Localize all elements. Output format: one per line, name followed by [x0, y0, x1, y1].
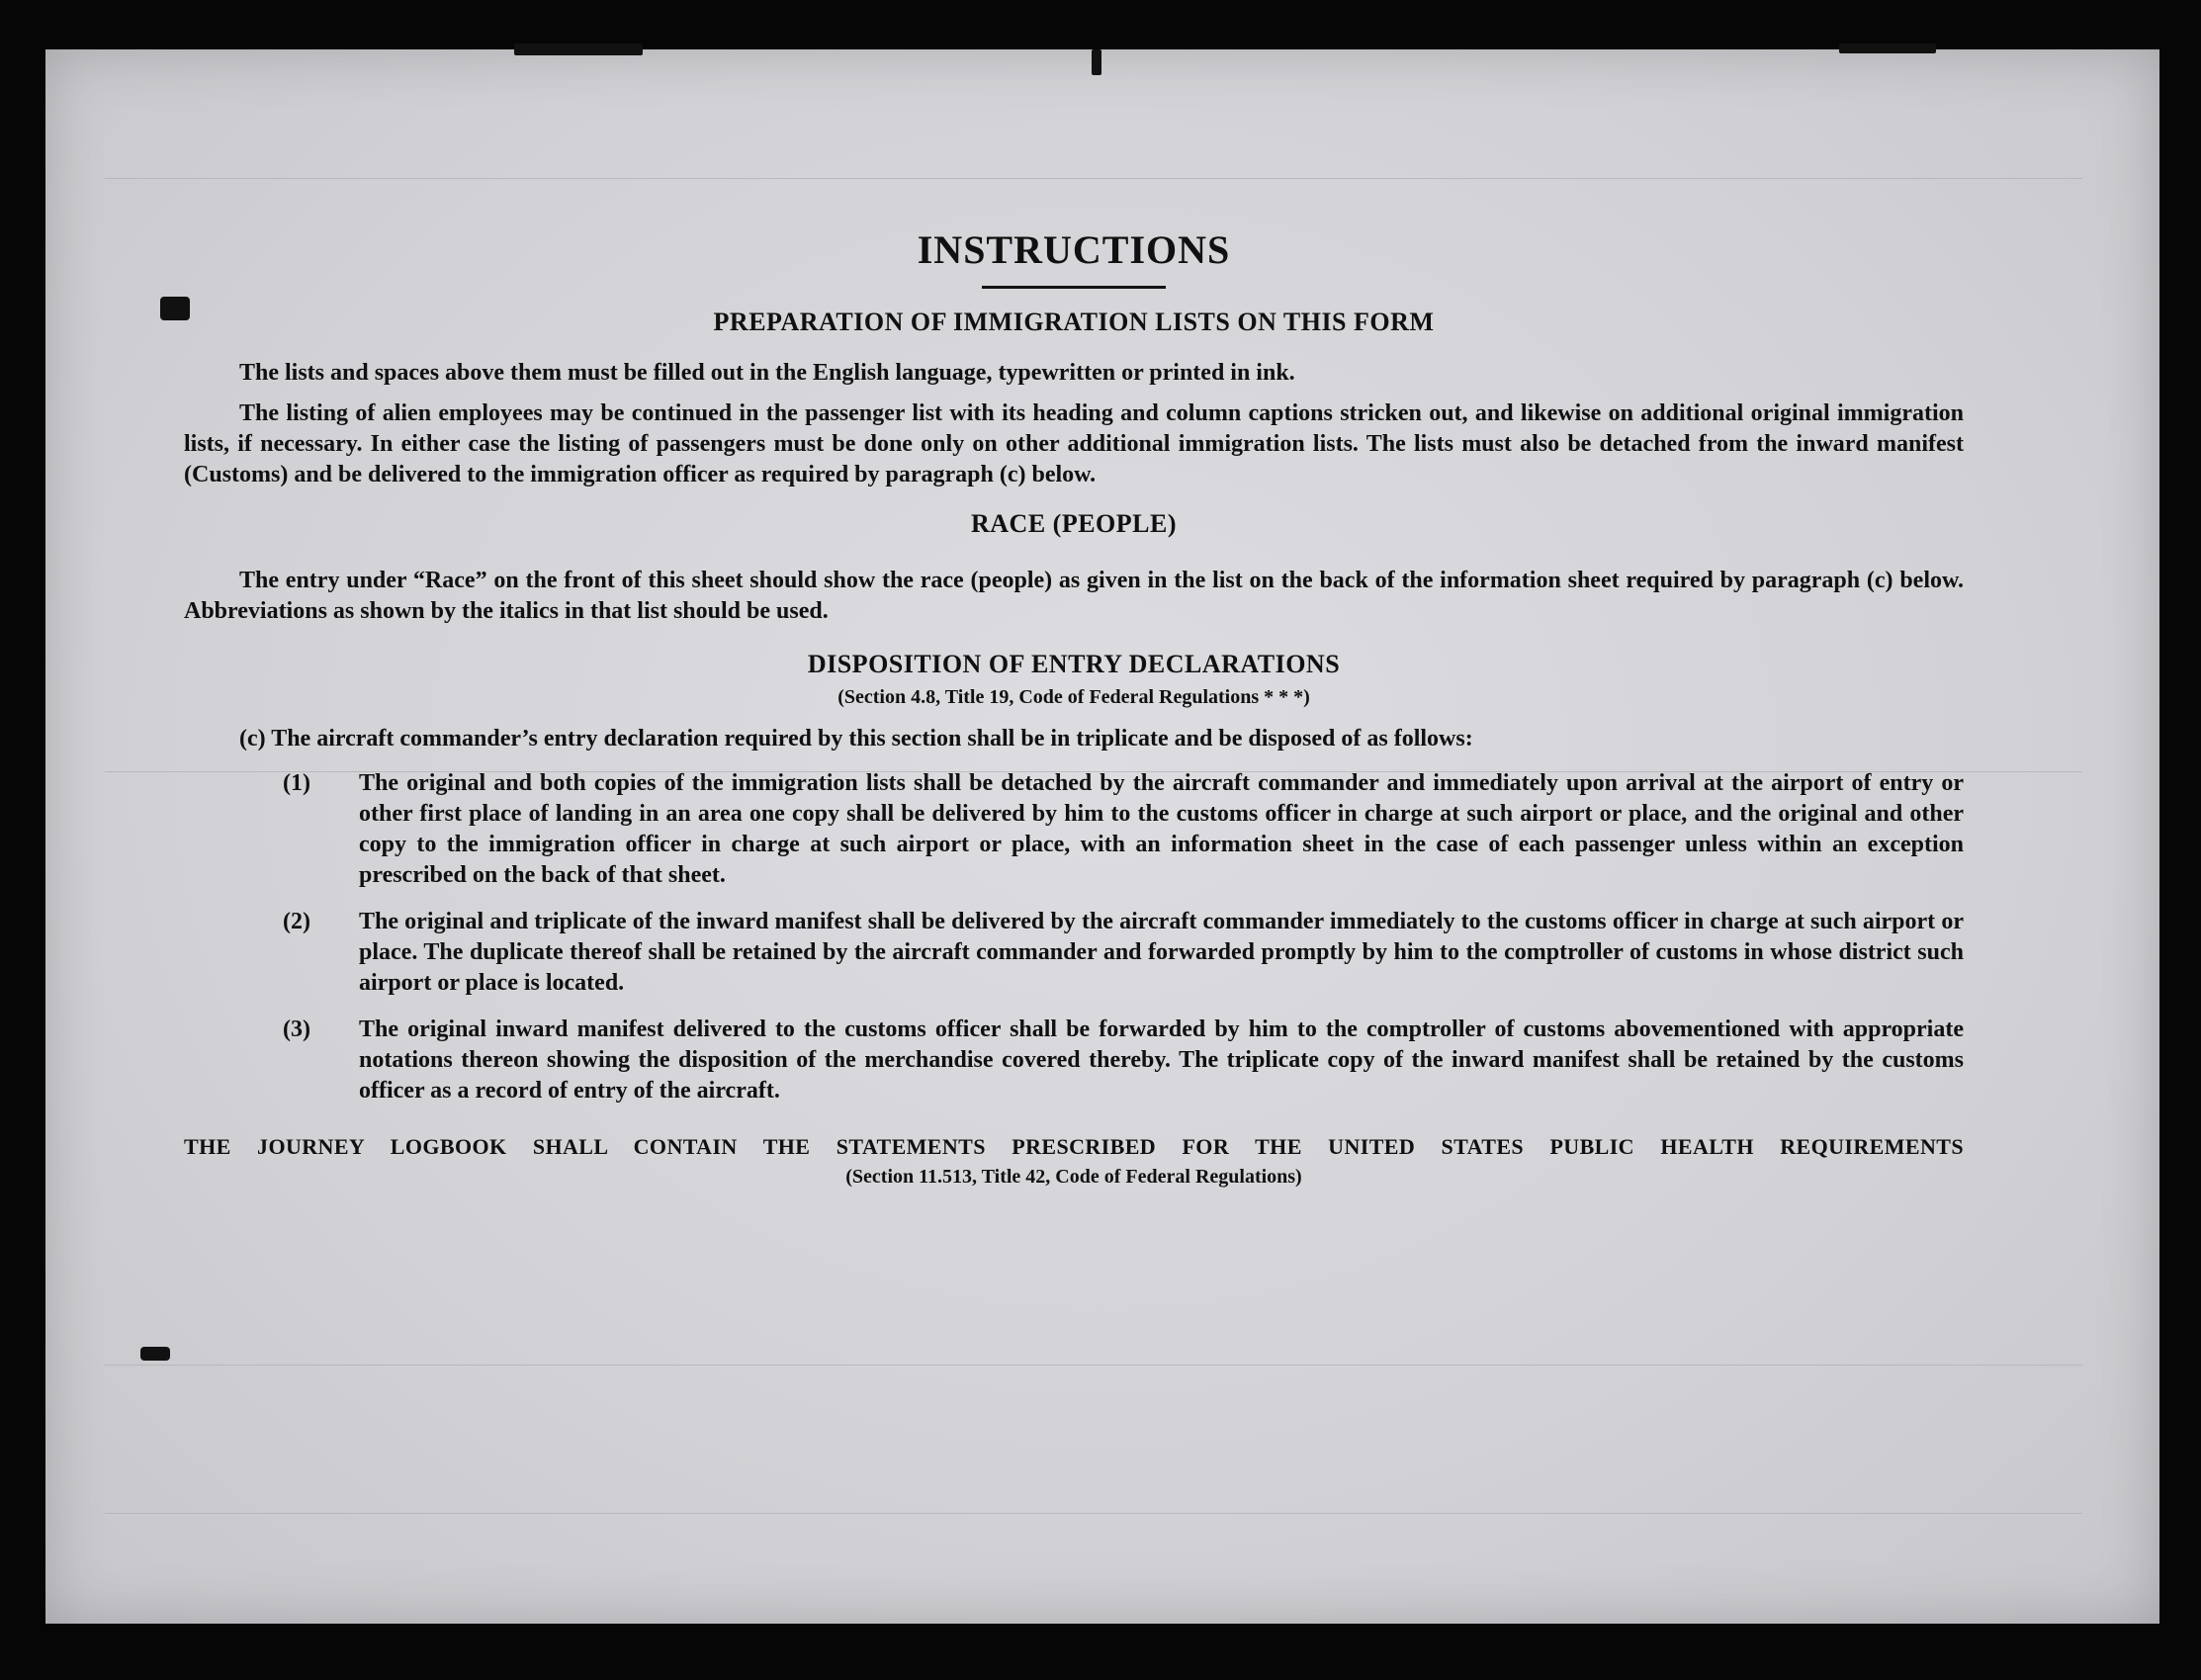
torn-edge-mark [1092, 49, 1101, 75]
item-text: The original inward manifest delivered to the customs officer shall be forwarded by him to the comptroller of customs abovementioned with appropriate notations thereon showing the disposition of the merchandise covered thereby. The triplicate copy of the inward manifest shall be retained by the customs officer as a record of entry of the aircraft. [359, 1017, 1964, 1104]
item-number: (2) [283, 909, 310, 934]
bleed-through-rule [105, 178, 2082, 179]
item-text: The original and both copies of the immigration lists shall be detached by the aircraft commander and immediately upon arrival at the airport of entry or other first place of landing in an area one copy shall be delivered by him to the customs officer in charge at such airport or place, and the original and other copy to the immigration officer in charge at such airport or place, with an information sheet in the case of each passenger unless within an exception prescribed on the back of that sheet. [359, 770, 1964, 888]
race-heading: RACE (PEOPLE) [971, 509, 1177, 538]
disposition-citation: (Section 4.8, Title 19, Code of Federal Regulations * * *) [837, 686, 1310, 708]
item-text: The original and triplicate of the inward manifest shall be delivered by the aircraft commander immediately to the customs officer in charge at such airport or place. The duplicate thereof shall be retained by the aircraft commander and forwarded promptly by him to the comptroller of customs in whose district such airport or place is located. [359, 909, 1964, 996]
page-title: INSTRUCTIONS [917, 227, 1231, 272]
disposition-item-2 [184, 907, 1964, 999]
logbook-statement: THE JOURNEY LOGBOOK SHALL CONTAIN THE STATEMENTS PRESCRIBED FOR THE UNITED STATES PUBLIC HEALTH REQUIREMENTS [184, 1134, 1964, 1159]
torn-edge-mark [1839, 44, 1936, 53]
preparation-paragraph-2: The listing of alien employees may be continued in the passenger list with its heading and column captions stricken out, and likewise on additional original immigration lists, if necessary. In either case the listing of passengers must be done only on other additional immigration lists. The lists must also be detached from the inward manifest (Customs) and be delivered to the immigration officer as required by paragraph (c) below. [184, 400, 1964, 487]
punch-mark [140, 1347, 170, 1361]
race-paragraph: The entry under “Race” on the front of this sheet should show the race (people) as given in the list on the back of the information sheet required by paragraph (c) below. Abbreviations as shown by the italics in that list should be used. [184, 568, 1964, 624]
item-number: (3) [283, 1017, 310, 1042]
disposition-heading: DISPOSITION OF ENTRY DECLARATIONS [807, 650, 1341, 678]
torn-edge-mark [514, 44, 643, 55]
item-number: (1) [283, 770, 310, 796]
logbook-citation: (Section 11.513, Title 42, Code of Federal Regulations) [845, 1166, 1302, 1188]
preparation-paragraph-1: The lists and spaces above them must be filled out in the English language, typewritten or printed in ink. [239, 360, 1295, 386]
bleed-through-rule [105, 1513, 2082, 1514]
disposition-item-3 [184, 1015, 1964, 1106]
preparation-heading: PREPARATION OF IMMIGRATION LISTS ON THIS FORM [713, 308, 1435, 336]
instructions-text [184, 222, 1964, 1192]
disposition-item-1 [184, 768, 1964, 891]
bleed-through-rule [105, 1365, 2082, 1366]
title-underline [982, 286, 1166, 289]
disposition-lead: (c) The aircraft commander’s entry declaration required by this section shall be in triplicate and be disposed of as follows: [239, 726, 1473, 752]
